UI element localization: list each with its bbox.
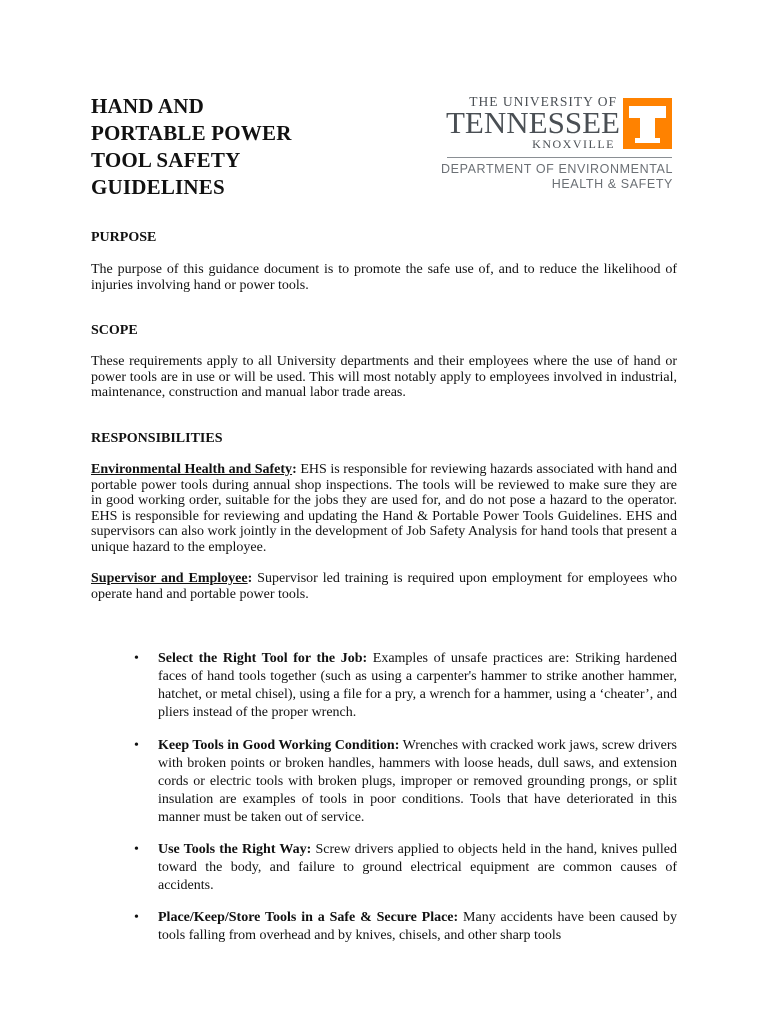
list-item-body: Wrenches with cracked work jaws, screw drivers with broken points or broken handles, hammers with loose heads, dull saws, and extension cords or electric tools with broken plugs, improper or removed grounding prongs, or split insulation are examples of tools in poor conditions. Tools that have deteriorated in this manner must be taken out of service.	[158, 738, 677, 825]
logo-university-name: TENNESSEE	[446, 105, 620, 140]
bullet-icon: •	[134, 842, 139, 857]
list-item-text	[158, 841, 677, 895]
ehs-label: Environmental Health and Safety	[91, 462, 293, 477]
bullet-icon: •	[134, 910, 139, 925]
bullet-icon: •	[134, 651, 139, 666]
university-logo	[430, 94, 676, 196]
list-item-text	[158, 737, 677, 827]
logo-department-line1: DEPARTMENT OF ENVIRONMENTAL	[441, 162, 673, 176]
scope-heading: SCOPE	[91, 323, 138, 338]
list-item-title: Place/Keep/Store Tools in a Safe & Secure Place:	[158, 910, 459, 925]
power-t-icon	[623, 98, 672, 149]
list-item-body: Examples of unsafe practices are: Striking hardened faces of hand tools together (such as using a carpenter's hammer to strike another hammer, hatchet, or metal chisel), using a file for a pry, a wrench for a hammer, using a ‘cheater’, and pliers instead of the proper wrench.	[158, 651, 677, 720]
purpose-text: The purpose of this guidance document is to promote the safe use of, and to reduce the likelihood of injuries involving hand or power tools.	[91, 262, 677, 293]
list-item-body: Many accidents have been caused by tools falling from overhead and by knives, chisels, and other sharp tools	[158, 910, 677, 943]
list-item-title: Use Tools the Right Way:	[158, 842, 312, 857]
logo-university-line: THE UNIVERSITY OF	[469, 94, 617, 109]
supervisor-label: Supervisor and Employee	[91, 571, 248, 586]
title-line: GUIDELINES	[91, 175, 225, 199]
list-item-title: Keep Tools in Good Working Condition:	[158, 738, 400, 753]
label-colon: :	[247, 571, 253, 586]
ehs-text: EHS is responsible for reviewing hazards associated with hand and portable power tools during annual shop inspections. The tools will be reviewed to make sure they are in good working order, suitable for the jobs they are used for, and do not pose a hazard to the operator. EHS is responsible for reviewing and updating the Hand & Portable Power Tools Guidelines. EHS and supervisors can also work jointly in the development of Job Safety Analysis for hand tools that present a unique hazard to the employee.	[91, 462, 677, 555]
logo-city: KNOXVILLE	[532, 137, 615, 151]
list-item-body: Screw drivers applied to objects held in the hand, knives pulled toward the body, and failure to ground electrical equipment are common causes of accidents.	[158, 842, 677, 893]
title-line: HAND AND	[91, 94, 205, 118]
scope-text: These requirements apply to all University departments and their employees where the use of hand or power tools are in use or will be used. This will most notably apply to employees involved in industrial, maintenance, construction and manual labor trade areas.	[91, 354, 677, 400]
logo-department-line2: HEALTH & SAFETY	[551, 177, 673, 191]
supervisor-responsibility	[91, 571, 677, 602]
list-item-title: Select the Right Tool for the Job:	[158, 651, 368, 666]
ehs-responsibility	[91, 462, 677, 555]
logo-divider	[447, 157, 672, 158]
title-line: PORTABLE POWER	[91, 121, 292, 145]
document-title	[91, 93, 391, 201]
bullet-icon: •	[134, 738, 139, 753]
label-colon: :	[292, 462, 297, 477]
supervisor-text: Supervisor led training is required upon employment for employees who operate hand and portable power tools.	[91, 571, 677, 602]
list-item-text	[158, 909, 677, 945]
title-line: TOOL SAFETY	[91, 148, 241, 172]
responsibilities-heading: RESPONSIBILITIES	[91, 431, 223, 446]
purpose-heading: PURPOSE	[91, 230, 157, 245]
list-item-text	[158, 650, 677, 722]
